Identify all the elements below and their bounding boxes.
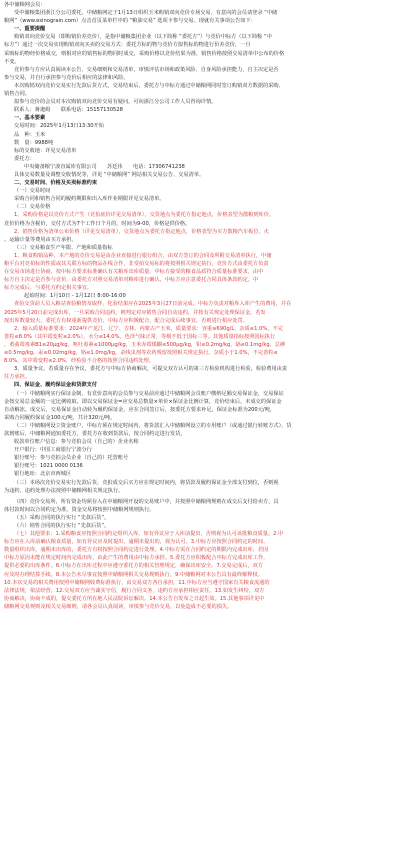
other-requirements-line: 数量组织出库，逾期未出库的，委托方有权按照合同约定进行处理。4.中标方需在合同约定的期限内完成出库，若因 [4, 547, 269, 554]
section-heading-4: 四、保证金、履约保证金和货款支付 [14, 382, 98, 389]
quality-line: 善粒≤8.0%（其中霉变粒≤2.0%），水分≤14.0%，色泽气味正常，等级不低于国标三等。其他质量指标按照国标执行 [4, 333, 276, 340]
section-heading-1: 一、重要提醒 [14, 26, 46, 33]
other-requirements-line: 法律法规，依法经营。12.交易双方应当诚实守信，履行合同义务，违约方应承担相应责任。13.如发生纠纷，双方 [4, 587, 265, 594]
other-requirements-line: 10.本次交易的相关费用按照中储粮网收费标准执行，由交易双方各自承担。11.中标方应当遵守国家有关粮食流通的 [4, 579, 270, 586]
bank-info-line: 银行账号：参与竞拍会员企业（自己的）托管账号 [14, 455, 129, 462]
subsection-heading: （二）交易价格 [14, 204, 51, 211]
price-line: 2、销售价格为清单公布价格（详见交易清单），交货地点为委托方指定地点，价格表型为买方散粮汽车板位，火 [14, 228, 269, 235]
deposit-line: 自动解冻。成交后，交易保证金自动转为履约保证金，应在合同签订后，按委托方要求补足，保证金标准为200元/吨， [4, 406, 276, 413]
bank-info-line: 银行账号：1021 0000 0136 [14, 463, 83, 470]
section-2-line: 标的交收地：详见交易清单 [14, 147, 77, 154]
other-requirements-line: （七）其他要求：1.采购粮食应按照合同约定组织入库，如有异议应于入库前提出，否则视为认可该批粮食质量。2.中 [14, 531, 284, 538]
contract-line: （五）采购合同的执行实行 “先款后货”。 [14, 514, 110, 521]
inspection-dates: 起始时间：1月10日 - 1月12日 8:00-16:00 [24, 293, 126, 300]
intro-line: 受中储粮集团浙江分公司委托，中储粮网定于1月13日组织玉米购销双向竞价专场交易，有意向的会员请登录 “中储 [14, 10, 278, 17]
greeting: 各中储粮网会员： [4, 2, 46, 8]
section-1-line: 竞价参与方应认真阅读本公告、交易细则和交易清单，审慎评估市场和政策风险、自身风险承担能力，自主决定是否 [14, 66, 279, 73]
price-line: 1、采购价格是以竞价方式产生（竞拍底价详见交易清单），交货地点为委托方指定地点，价格表型为散粮到库价。 [14, 212, 275, 219]
section-heading-2: 一、基本要素 [14, 115, 46, 122]
deposit-line: 采购合同履约保证金100元/吨，共计320元/吨。 [4, 414, 116, 421]
deposit-line: 金按交易总金额的一定比例收取，即以交易保证金=应交易总数量×单价×保证金比例计算，竞价结束后，未成交的保证金 [4, 398, 282, 405]
deposit-line: 为违约，违约处理办法按照中储粮网相关规定执行。 [4, 487, 124, 494]
consignor-line: 中央储备粮宁波直属库有限公司 苏廷伟 电话：17306741238 [24, 163, 185, 170]
price-line: 。运输计量等费用由买方承担。 [4, 236, 77, 243]
contact-line: 联系人：蒋迦姆 联系电话：15157130528 [14, 107, 123, 114]
section-1-line: 参与交易，并自行承担参与竞价后相应的法律和风险。 [4, 74, 129, 81]
quality-line: 粮平台对竞拍标的性质或其关联方标的物品在线合作，非受拍交易标的将按照相关规定执行，竞价方式由委托方负责 [4, 261, 269, 267]
other-requirements-line: 储粮网交易规则及相关交易细则，请各会员认真阅读，审慎参与竞价交易，以免造成不必要的损失。 [4, 603, 233, 610]
quality-line: 在交易市场进行协商，按中标方要求标准确认有关粮库出库质量，中标方接受的粮食品质符合质量标准要求，由中 [4, 269, 264, 276]
contract-line: （六）销售合同的执行实行 “先款后货”。 [14, 523, 110, 529]
quality-line: 标方自主决定是否参与竞价，由委托方对照交易清单对粮库进行确认，中标方应注意委托合同具体条款约定。中 [4, 277, 259, 284]
quality-line: 2025年5月20日前完成出库，一旦采购合同违约，则判定对应销售合同自动违约，并按有关规定处理保证金。若发 [4, 309, 266, 316]
quality-line: ≤0.5mg/kg，汞≤0.02mg/kg，铬≤1.0mg/kg，杀线虫剂等农药残留按照相关规定执行。杂质小于1.0%，不完善粒≤ [4, 350, 278, 357]
deposit-line: （二）中储粮网设立资金账户，中标方须在规定时间内，将货款汇入中储粮网设立的专用账户（或通过银行转账方式），货 [14, 422, 292, 429]
section-2-line: 数 量：9988吨 [14, 139, 54, 146]
deposit-line: 款到账后，中储粮网通知委托方，委托方在收到货款后，按合同约定进行发货。 [4, 430, 186, 437]
section-2-line: 品 种：玉米 [14, 131, 46, 138]
dispute-line: 3、质量争议。若质量存在争议，委托方与中标方协商解决，可提交双方认可的第三方检验机构进行检验，检验费用由责 [14, 366, 288, 373]
quality-line: 8.0%，其中霉变粒≤2.0%，经检验不合格的按照合同违约处理。 [4, 358, 155, 365]
section-1-line: 购销双向竞价交易（即购销价差竞价），是指中储粮集团企业（以下简称 “委托方”）与竞价中标方（以下简称 “中 [14, 34, 272, 41]
announcement-document [4, 1, 399, 611]
quality-line: 现出库数量较大，委托方有权重新提供竞价，中标方应积极配合，配合完成后续事宜，否则进行相应处罚。 [4, 317, 248, 324]
subsection-heading: （一）交易时间 [14, 188, 51, 195]
section-3-line: 采购合同和销售合同的履约期限和出入库作业期限详见交易清单。 [14, 196, 165, 203]
section-1-line: 拟参与竞价的会员对本次购销双向竞价交易有疑问，可向浙江分公司工作人员咨询详情。 [14, 99, 217, 106]
intro-line: 粮网”（www.esinograin.com）点击首页菜单栏中的 “粮油交易” 选项卡参与交易。现就有关事项公告如下： [4, 18, 256, 25]
bank-info-line: 开户银行：中国工商银行宁波分行 [14, 447, 92, 454]
other-requirements-line: 提供必要的出库条件。6.中标方在出库过程中应遵守委托方的相关管理规定，确保出库安全。7.交易完成后，双方 [4, 563, 263, 570]
section-2-line: 具体交易数量及调整交收情况等，详见 “中储粮网” 网站相关交易公告、交易清单。 [14, 171, 205, 178]
section-2-line: 交易时间：2025年1月13日13:30开始 [14, 123, 104, 130]
quality-line: 查验交货前人员入粮站查验粮情及取样，化验结果应在2025年3月27日前完成。中标方负责对粮库入库产生的费用，并在 [14, 301, 292, 308]
other-requirements-line: 协商解决，协商不成的，提交委托方所在地人民法院诉讼解决。14.本公告自发布之日起生效。15.其他事项详见中 [4, 595, 265, 602]
section-heading-3: 二、交易时间、价格及买卖标准约束 [14, 180, 98, 187]
section-1-line: 标方”）通过一次交易实现购销双向买卖的交易方式：委托方标的物与竞价方拟售标的物进行价差竞价，一旦 [4, 42, 251, 49]
section-1-line: 不变。 [4, 58, 20, 65]
other-requirements-line: 标方应在入库前确认粮食质量，如有异议应及时提出，逾期未提出的，视为认可。3.中标方应按照合同约定的时间、 [4, 539, 269, 546]
deposit-line: （三）本场次竞价交易实行先款后货，竞拍成交后买方应在规定时间内，将货款及履约保证金全部支付到位，否则视 [14, 479, 279, 486]
section-1-line: 销售合同。 [4, 91, 30, 98]
quality-line: 1、粮食购销品种，本产地的竞价交易是由企业直接进行银行组合，由双方签订的合同及所附交易清单执行，中储 [14, 252, 272, 259]
dispute-line: 任方承担。 [4, 374, 30, 381]
contract-line: （四）竞价交易所，所有资金均须存入在中储粮网开设的交易账户中，并按照中储粮网规则在成交后支付给卖方，具 [14, 498, 279, 505]
quality-line: 标方完成后，与委托方约定相关事宜。 [4, 285, 93, 292]
other-requirements-line: 中标方原因未能在规定时间内完成出库，由此产生的费用由中标方承担。5.委托方应积极配合中标方完成出库工作， [4, 555, 269, 562]
section-2-line: 委托方： [14, 155, 35, 162]
bank-info-line: 收款单位账户信息：参与竞拍会员（自己的）企业名称 [14, 439, 139, 446]
section-1-line: 采购标的物经价格成交，则相对应的销售标的物同时成交，采购价格以竞价结果为准，销售价格按照交易清单中公布的价格 [4, 50, 285, 57]
subsection-heading: （三）交易粮食生产年限、产地和质量指标 [14, 244, 113, 251]
section-1-line: 本次购销双向竞价交易实行先款后货方式，交易结束后，委托方与中标方通过中储粮网同时签订购销双方数据的采购、 [14, 82, 284, 89]
price-line: 竞价价格为含税价，交付方式为7个工作日个月的，时间为9-00，价格是供价格。 [4, 220, 191, 227]
deposit-line: （一）中储粮网实行保证金制，有竞价意向的会员参与交易前应通过中储粮网会员账户缴纳足额交易保证金，交易保证 [14, 390, 284, 397]
contract-line: 体付款时间以合同约定为准，资金交易将按照中储粮网规则执行。 [4, 506, 155, 513]
other-requirements-line: 应及时办理结算手续。8.本公告未尽事宜按照中储粮网相关交易规则执行。9.中储粮网对本公告具有最终解释权。 [4, 571, 263, 578]
quality-line: ，黄曲霉毒素B1≤20μg/kg，呕吐毒素≤1000μg/kg，玉米赤霉烯酮≤500μg/kg，铅≤0.2mg/kg，镉≤0.1mg/kg，总砷 [4, 341, 286, 348]
bank-info-line: 银行地址：北京市西城区 [14, 471, 72, 478]
quality-line: 2、输入质量标准要求：2024年产龙江、辽宁、吉林、内蒙古产玉米，质量要求：容重≥690g/L、杂质≤1.0%、不完 [14, 325, 283, 332]
